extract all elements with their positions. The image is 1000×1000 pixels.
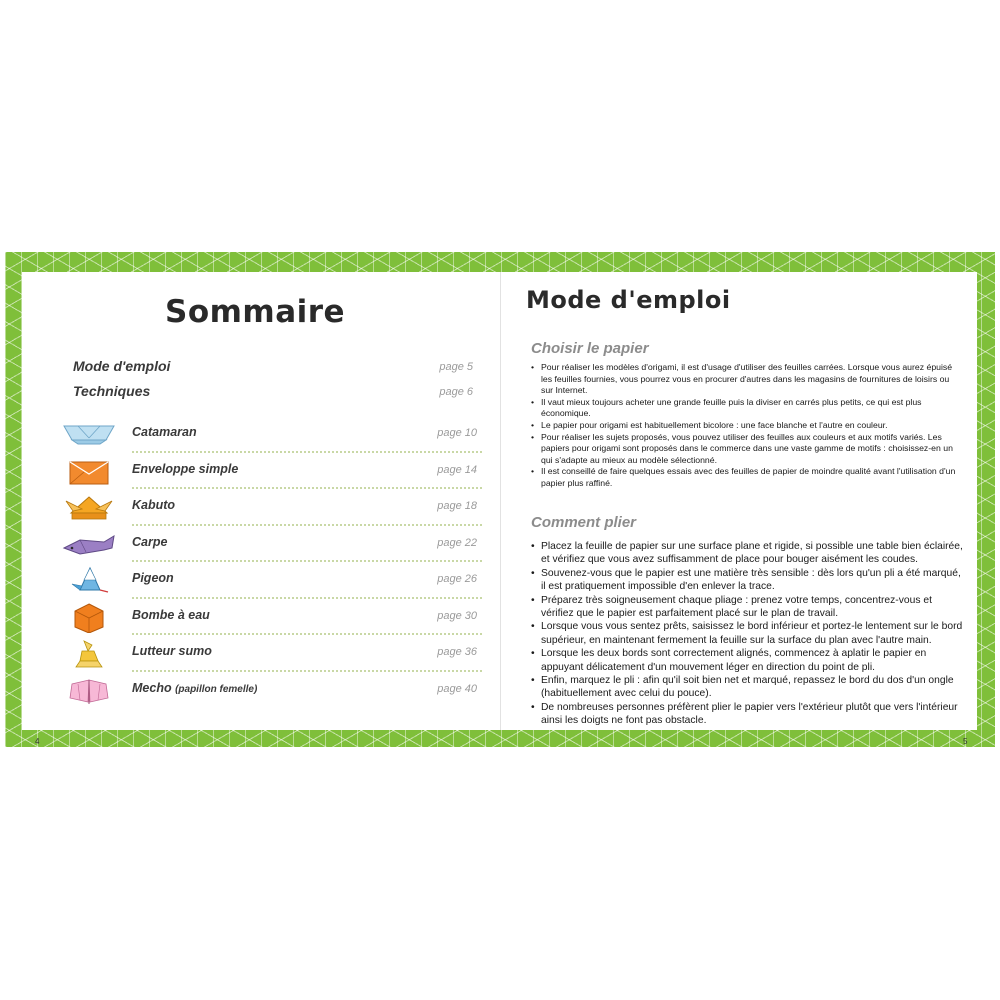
toc-label: Lutteur sumo: [132, 644, 212, 658]
list-item: • Le papier pour origami est habituellement bicolore : une face blanche et l'autre en couleur.: [531, 420, 961, 432]
pigeon-icon: [60, 566, 118, 596]
toc-page: page 18: [437, 500, 477, 512]
bullet-list: [531, 540, 963, 728]
bullet-list: [531, 362, 961, 490]
toc-label: Carpe: [132, 534, 168, 549]
list-item: • Pour réaliser les modèles d'origami, il est d'usage d'utiliser des feuilles carrées. Lorsque vous aurez épuisé les feuilles fournies, vous pourrez vous en procurer d'autres dans les magasins de fournitures de loisirs ou sur Internet.: [531, 362, 961, 397]
dotted-rule: [132, 670, 482, 672]
dotted-rule: [132, 633, 482, 635]
page-number: 4: [35, 737, 40, 746]
toc-label-main: Mecho: [132, 680, 172, 695]
toc-page: page 40: [437, 682, 477, 695]
list-item: • Il est conseillé de faire quelques essais avec des feuilles de papier de moindre qualité avant l'utilisation d'un papier plus raffiné.: [531, 466, 961, 489]
toc-item: [60, 637, 490, 674]
toc-label-sub: (papillon femelle): [175, 683, 258, 695]
list-item: • Souvenez-vous que le papier est une matière très sensible : dès lors qu'un pli a été marqué, il est pratiquement impossible d'en enlever la trace.: [531, 567, 963, 594]
page-number: 5: [963, 737, 968, 746]
toc-item: [60, 491, 490, 528]
toc-label: [132, 681, 257, 695]
dotted-rule: [132, 524, 482, 526]
toc-label: Enveloppe simple: [132, 461, 239, 476]
toc-item: [60, 674, 490, 711]
toc-page: page 14: [437, 463, 477, 476]
toc-item: [60, 455, 490, 492]
intro-page: page 5: [439, 361, 473, 373]
intro-label: Techniques: [73, 383, 151, 399]
list-item: • Préparez très soigneusement chaque pliage : prenez votre temps, concentrez-vous et vérifiez que le papier est parfaitement placé sur le plan de travail.: [531, 594, 963, 621]
water-bomb-icon: [60, 603, 118, 633]
toc-page: page 22: [437, 536, 477, 549]
list-item: • Lorsque vous vous sentez prêts, saisissez le bord inférieur et portez-le lentement sur le bord supérieur, en maintenant fermement la feuille sur la surface du plan avec l'autre main.: [531, 620, 963, 647]
toc-label: Bombe à eau: [132, 607, 210, 622]
toc-item: [60, 601, 490, 638]
sumo-icon: [60, 639, 118, 669]
intro-row: [73, 383, 473, 405]
toc-page: page 30: [437, 609, 477, 622]
kabuto-icon: [60, 493, 118, 523]
dotted-rule: [132, 451, 482, 453]
right-page: [501, 272, 977, 746]
toc-label: Catamaran: [132, 425, 197, 439]
intro-row: [73, 358, 473, 380]
section-heading: Choisir le papier: [531, 340, 649, 357]
list-item: • Enfin, marquez le pli : afin qu'il soit bien net et marqué, repassez le bord du dos d'un ongle (habituellement avec celui du pouce).: [531, 674, 963, 701]
left-page: [22, 272, 501, 746]
list-item: • De nombreuses personnes préfèrent plier le papier vers l'extérieur plutôt que vers l'intérieur ainsi les doigts ne font pas obstacle.: [531, 701, 963, 728]
intro-page: page 6: [439, 386, 473, 398]
toc-item: [60, 564, 490, 601]
book-spread: [5, 252, 995, 747]
page-title: Sommaire: [165, 294, 346, 330]
list-item: • Placez la feuille de papier sur une surface plane et rigide, si possible une table bien éclairée, et vérifiez que vous avez suffisamment de place pour bouger aisément les coudes.: [531, 540, 963, 567]
page-title: Mode d'emploi: [526, 286, 731, 314]
toc-item: [60, 528, 490, 565]
table-of-contents: [60, 418, 490, 710]
toc-page: page 10: [437, 427, 477, 439]
toc-page: page 26: [437, 573, 477, 585]
dotted-rule: [132, 560, 482, 562]
envelope-icon: [60, 457, 118, 487]
toc-page: page 36: [437, 646, 477, 658]
dotted-rule: [132, 597, 482, 599]
dotted-rule: [132, 487, 482, 489]
carp-icon: [60, 530, 118, 560]
intro-label: Mode d'emploi: [73, 358, 171, 374]
catamaran-icon: [60, 420, 118, 450]
section-heading: Comment plier: [531, 514, 637, 531]
list-item: • Pour réaliser les sujets proposés, vous pouvez utiliser des feuilles aux couleurs et aux motifs variés. Les papiers pour origami sont proposés dans le commerce dans une vaste gamme de motifs : choisissez-en un qui s'adapte au mieux au modèle sélectionné.: [531, 432, 961, 467]
toc-label: Kabuto: [132, 498, 176, 512]
toc-label: Pigeon: [132, 571, 174, 585]
list-item: • Il vaut mieux toujours acheter une grande feuille puis la diviser en carrés plus petits, ce qui est plus économique.: [531, 397, 961, 420]
toc-item: [60, 418, 490, 455]
list-item: • Lorsque les deux bords sont correctement alignés, commencez à aplatir le papier en appuyant délicatement d'un mouvement léger en direction du point de pli.: [531, 647, 963, 674]
butterfly-icon: [60, 676, 118, 706]
